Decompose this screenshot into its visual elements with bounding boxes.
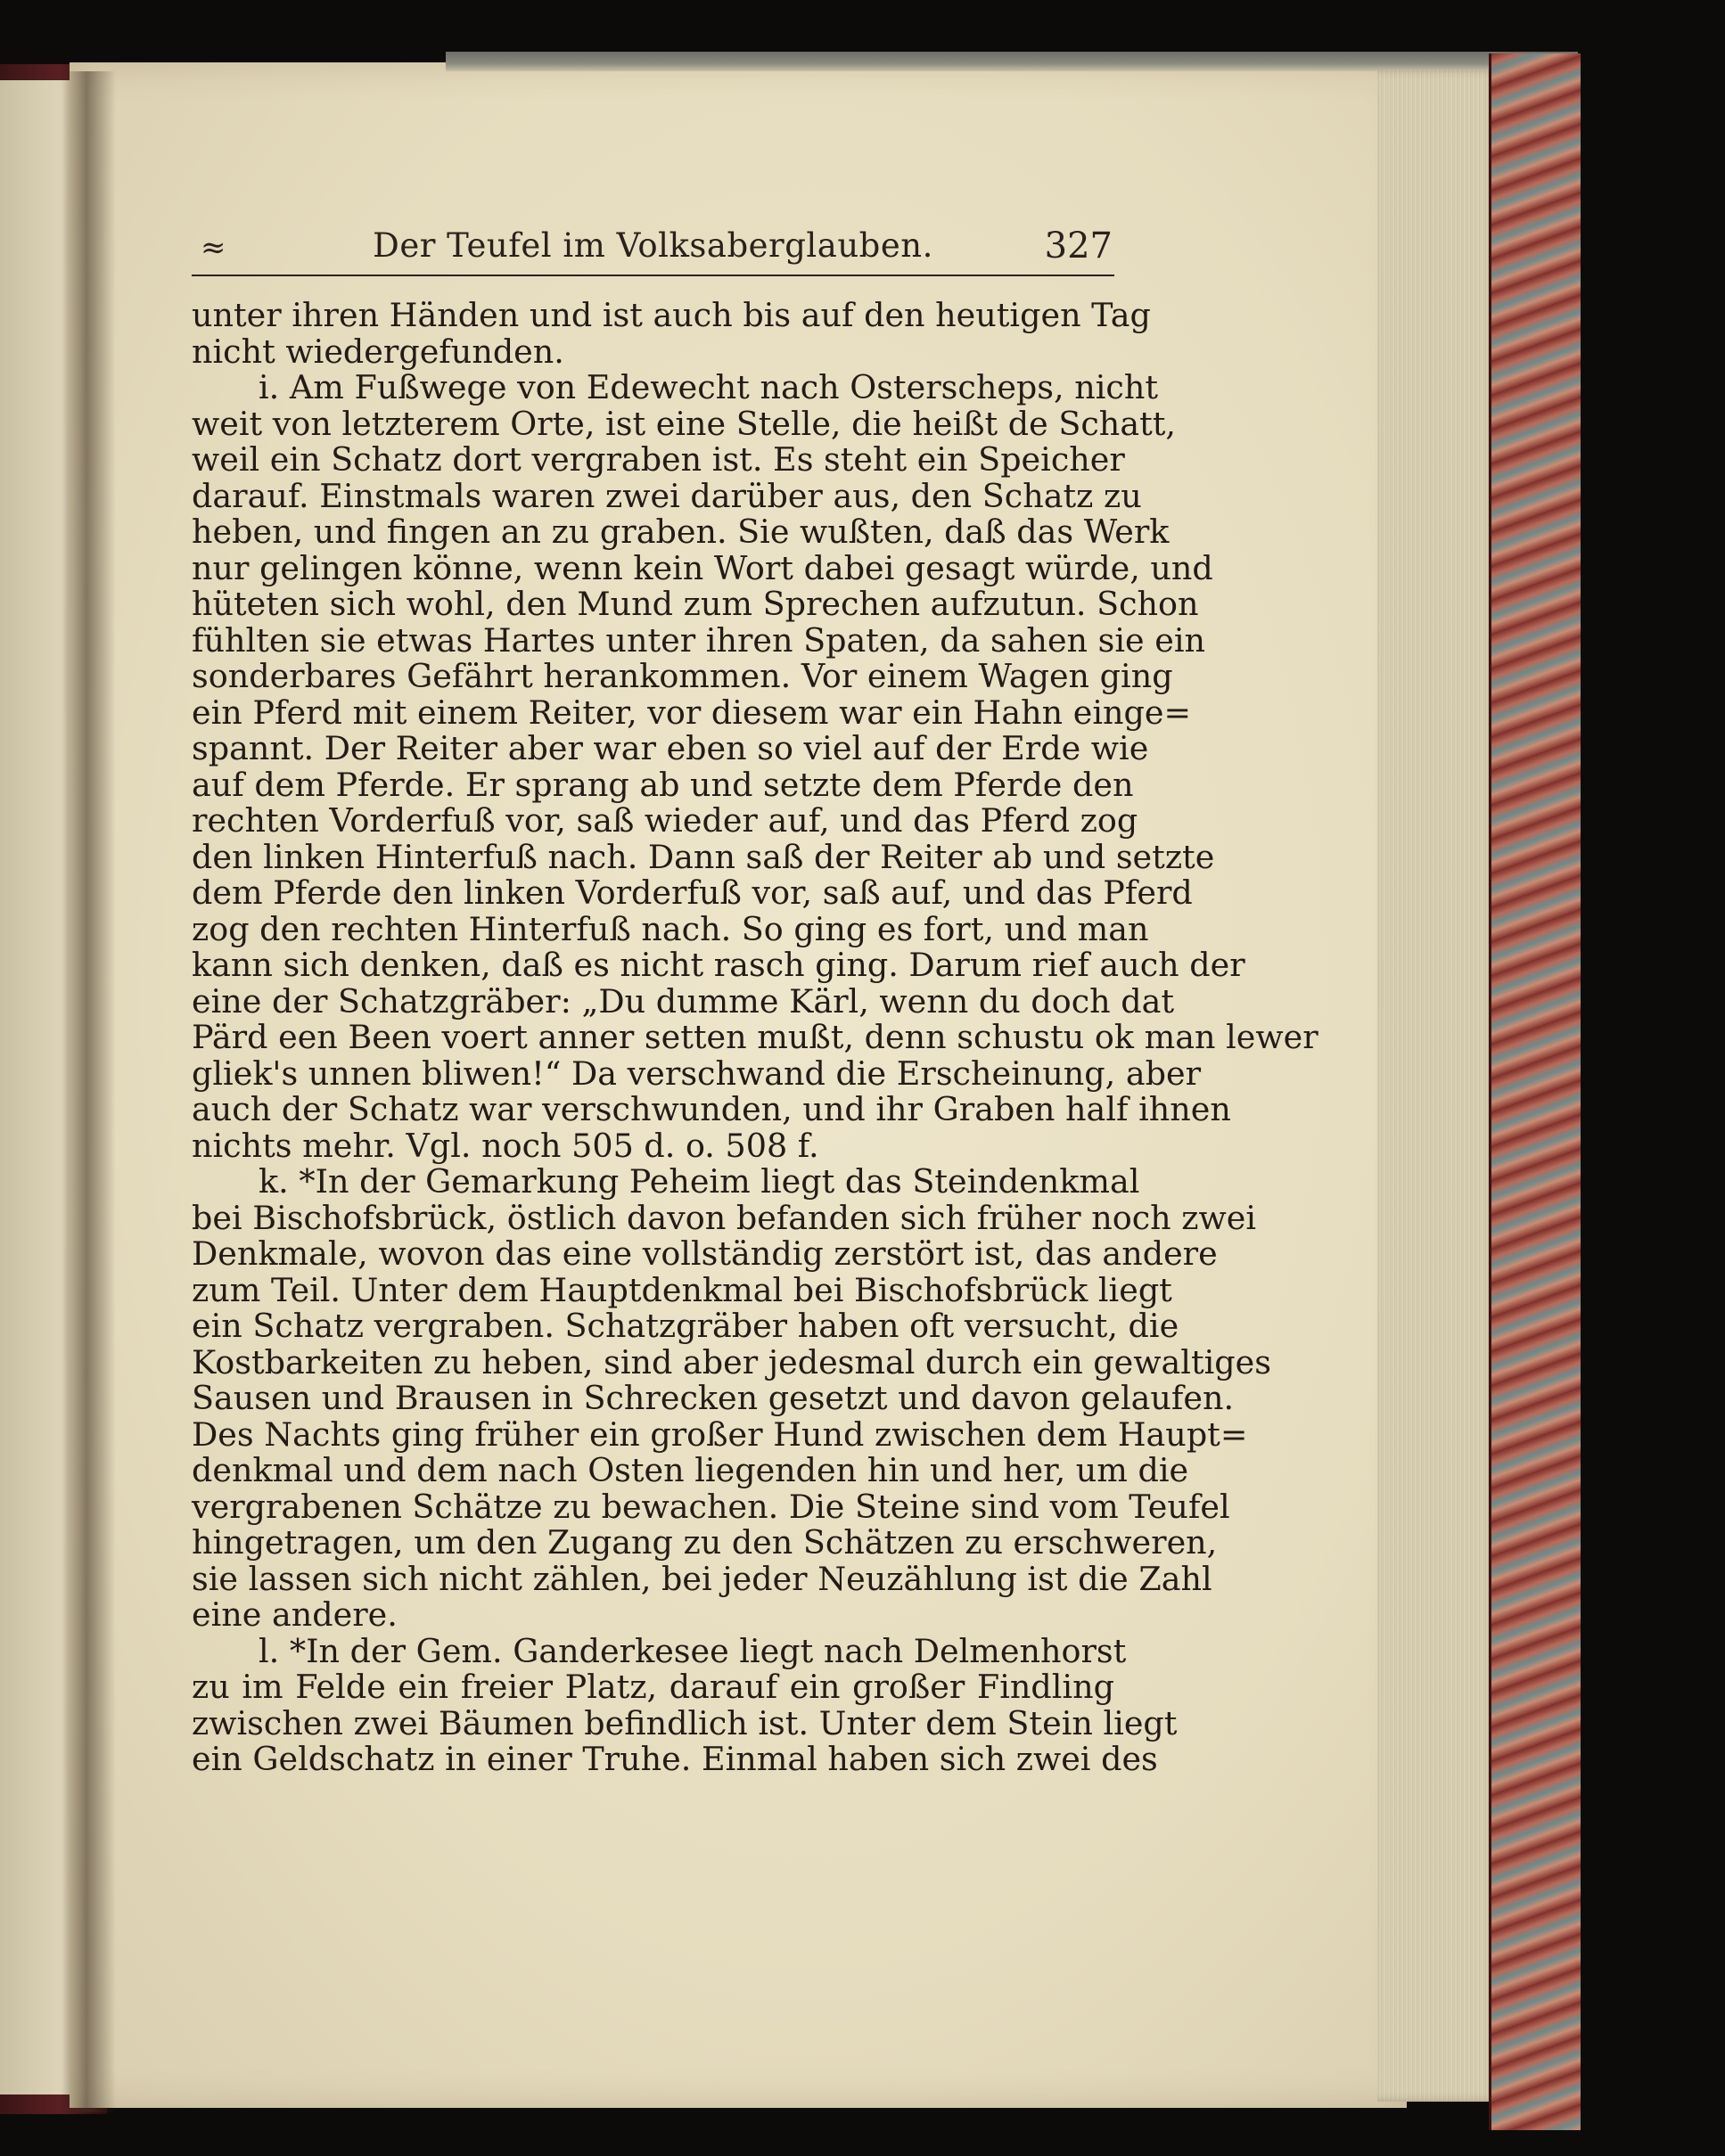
text-line: den linken Hinterfuß nach. Dann saß der Reiter ab und setzte [192,837,1215,876]
gutter-shadow [62,71,116,2112]
text-line: unter ihren Händen und ist auch bis auf den heutigen Tag [192,296,1151,334]
page-block-edges [1377,70,1498,2102]
text-line: weil ein Schatz dort vergraben ist. Es steht ein Speicher [192,440,1125,479]
running-title: Der Teufel im Volksaberglauben. [373,226,933,265]
text-line: zu im Felde ein freier Platz, darauf ein großer Findling [192,1668,1114,1706]
text-line: Pärd een Been voert anner setten mußt, denn schustu ok man lewer [192,1018,1318,1056]
text-line: zum Teil. Unter dem Hauptdenkmal bei Bischofsbrück liegt [192,1270,1172,1309]
marbled-cover-right [1489,53,1581,2130]
text-line: kann sich denken, daß es nicht rasch ging. Darum rief auch der [192,946,1245,984]
text-line: heben, und fingen an zu graben. Sie wußten, daß das Werk [192,512,1170,551]
text-line: hüteten sich wohl, den Mund zum Sprechen aufzutun. Schon [192,585,1199,623]
text-line: eine der Schatzgräber: „Du dumme Kärl, wenn du doch dat [192,981,1175,1021]
text-line: darauf. Einstmals waren zwei darüber aus, den Schatz zu [192,476,1142,515]
text-line: bei Bischofsbrück, östlich davon befanden sich früher noch zwei [192,1198,1257,1237]
text-line: auf dem Pferde. Er sprang ab und setzte dem Pferde den [192,765,1134,804]
text-line: k. *In der Gemarkung Peheim liegt das Steindenkmal [259,1162,1140,1201]
text-line: spannt. Der Reiter aber war eben so viel auf der Erde wie [192,729,1149,767]
text-line: hingetragen, um den Zugang zu den Schätzen zu erschweren, [192,1523,1218,1562]
text-line: Kostbarkeiten zu heben, sind aber jedesmal durch ein gewaltiges [192,1342,1271,1381]
running-header [192,221,1114,276]
text-line: zwischen zwei Bäumen befindlich ist. Unter dem Stein liegt [192,1703,1178,1742]
text-line: sie lassen sich nicht zählen, bei jeder Neuzählung ist die Zahl [192,1559,1212,1598]
text-line: auch der Schatz war verschwunden, und ihr Graben half ihnen [192,1090,1231,1128]
page-number: 327 [1044,225,1113,266]
text-line: nur gelingen könne, wenn kein Wort dabei gesagt würde, und [192,548,1213,587]
text-line: fühlten sie etwas Hartes unter ihren Spaten, da sahen sie ein [192,620,1206,660]
text-line: ein Pferd mit einem Reiter, vor diesem war ein Hahn einge= [192,693,1192,732]
header-ornament: ≈ [201,230,226,266]
text-line: Sausen und Brausen in Schrecken gesetzt und davon gelaufen. [192,1379,1235,1417]
body-text [192,296,1318,1778]
text-line: sonderbares Gefährt herankommen. Vor einem Wagen ging [192,657,1173,695]
text-line: Denkmale, wovon das eine vollständig zerstört ist, das andere [192,1234,1218,1273]
text-line: ein Geldschatz in einer Truhe. Einmal haben sich zwei des [192,1740,1158,1778]
text-line: vergrabenen Schätze zu bewachen. Die Steine sind vom Teufel [192,1487,1230,1526]
text-line: weit von letzterem Orte, ist eine Stelle, die heißt de Schatt, [192,404,1177,443]
text-line: gliek's unnen bliwen!“ Da verschwand die Erscheinung, aber [192,1053,1202,1093]
text-line: rechten Vorderfuß vor, saß wieder auf, und das Pferd zog [192,801,1138,840]
text-line: eine andere. [192,1595,398,1634]
text-line: nicht wiedergefunden. [192,332,564,371]
text-line: l. *In der Gem. Ganderkesee liegt nach Delmenhorst [259,1631,1127,1670]
book-cover-top [446,52,1578,71]
text-line: dem Pferde den linken Vorderfuß vor, saß auf, und das Pferd [192,873,1193,912]
text-line: zog den rechten Hinterfuß nach. So ging es fort, und man [192,909,1149,948]
text-line: ein Schatz vergraben. Schatzgräber haben oft versucht, die [192,1307,1179,1345]
text-line: nichts mehr. Vgl. noch 505 d. o. 508 f. [192,1126,819,1165]
text-line: denkmal und dem nach Osten liegenden hin und her, um die [192,1451,1189,1489]
text-line: i. Am Fußwege von Edewecht nach Osterscheps, nicht [259,368,1159,406]
text-line: Des Nachts ging früher ein großer Hund zwischen dem Haupt= [192,1414,1248,1454]
